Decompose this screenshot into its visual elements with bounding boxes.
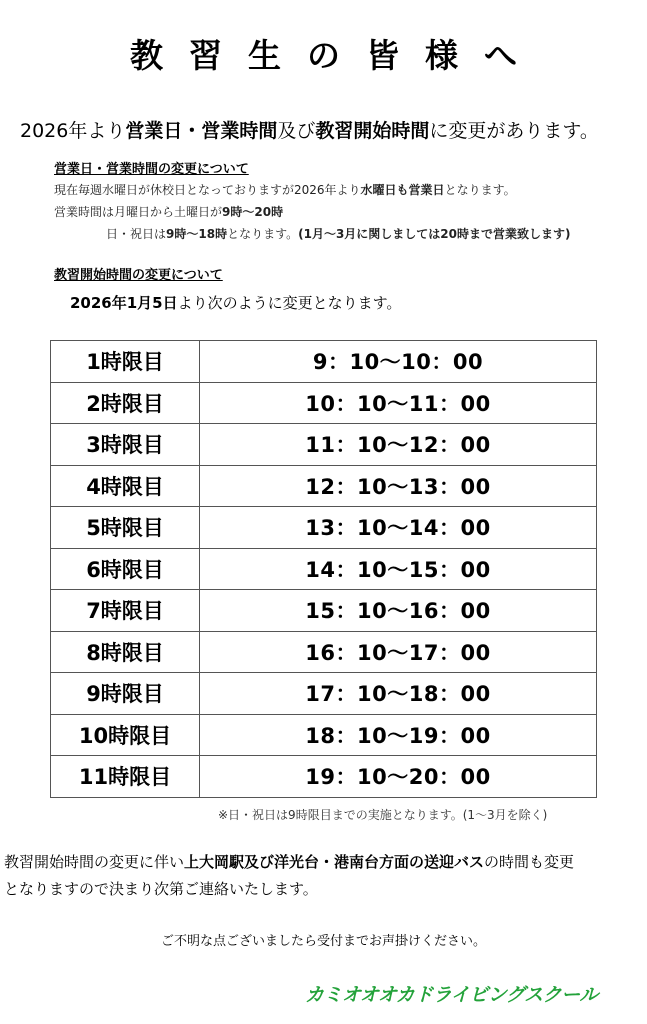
wednesday-suffix: となります。 <box>444 183 516 197</box>
table-row <box>51 507 597 549</box>
period-cell: 4時限目 <box>51 465 200 507</box>
intro-bold-lesson-times: 教習開始時間 <box>315 120 430 142</box>
weekday-hours-text: 営業時間は月曜日から土曜日が <box>54 205 223 219</box>
time-cell: 9：10～10：00 <box>200 341 597 383</box>
weekday-hours-bold: 9時～20時 <box>222 205 284 219</box>
time-cell: 12：10～13：00 <box>200 465 597 507</box>
wednesday-text: 現在毎週水曜日が休校日となっておりますが2026年より <box>54 183 361 197</box>
time-cell: 13：10～14：00 <box>200 507 597 549</box>
effective-date-line <box>70 292 401 313</box>
table-row <box>51 424 597 466</box>
bus-notice-text: 教習開始時間の変更に伴い <box>4 853 185 871</box>
section-heading-business-hours: 営業日・営業時間の変更について <box>54 162 249 177</box>
period-cell: 9時限目 <box>51 673 200 715</box>
section-heading-lesson-times: 教習開始時間の変更について <box>54 268 223 283</box>
period-cell: 7時限目 <box>51 590 200 632</box>
school-logo: カミオオオカドライビングスクール <box>305 984 598 1006</box>
contact-note: ご不明な点ございましたら受付までお声掛けください。 <box>160 934 486 949</box>
time-cell: 18：10～19：00 <box>200 714 597 756</box>
page-title: 教習生の皆様へ <box>130 36 543 75</box>
period-cell: 5時限目 <box>51 507 200 549</box>
table-row <box>51 590 597 632</box>
holiday-hours-note: (1月～3月に関しましては20時まで営業致します) <box>298 227 571 241</box>
bus-notice-line-2: となりますので決まり次第ご連絡いたします。 <box>4 880 318 898</box>
lesson-schedule-table <box>50 340 597 798</box>
period-cell: 11時限目 <box>51 756 200 798</box>
wednesday-notice <box>54 181 516 198</box>
table-row <box>51 756 597 798</box>
effective-date-suffix: より次のように変更となります。 <box>177 294 402 312</box>
time-cell: 11：10～12：00 <box>200 424 597 466</box>
weekday-hours <box>54 203 283 220</box>
table-row <box>51 465 597 507</box>
table-row <box>51 382 597 424</box>
time-cell: 19：10～20：00 <box>200 756 597 798</box>
holiday-hours <box>106 225 571 242</box>
period-cell: 1時限目 <box>51 341 200 383</box>
intro-text <box>20 116 599 143</box>
intro-part-2: 及び <box>277 120 316 142</box>
period-cell: 6時限目 <box>51 548 200 590</box>
time-cell: 17：10～18：00 <box>200 673 597 715</box>
period-cell: 2時限目 <box>51 382 200 424</box>
wednesday-bold: 水曜日も営業日 <box>360 183 445 197</box>
table-row <box>51 631 597 673</box>
bus-notice-bold: 上大岡駅及び洋光台・港南台方面の送迎バス <box>184 853 485 871</box>
period-cell: 10時限目 <box>51 714 200 756</box>
intro-part-1: 2026年より <box>20 120 126 142</box>
bus-notice-suffix: の時間も変更 <box>484 853 575 871</box>
table-row <box>51 548 597 590</box>
intro-part-3: に変更があります。 <box>429 120 599 142</box>
table-row <box>51 714 597 756</box>
period-cell: 3時限目 <box>51 424 200 466</box>
table-row <box>51 673 597 715</box>
time-cell: 14：10～15：00 <box>200 548 597 590</box>
intro-bold-business-days: 営業日・営業時間 <box>125 120 278 142</box>
holiday-hours-text: 日・祝日は <box>106 227 167 241</box>
effective-date: 2026年1月5日 <box>70 294 178 312</box>
time-cell: 15：10～16：00 <box>200 590 597 632</box>
holiday-hours-suffix: となります。 <box>227 227 299 241</box>
holiday-hours-bold: 9時～18時 <box>166 227 228 241</box>
bus-notice-line-1 <box>4 851 574 872</box>
time-cell: 16：10～17：00 <box>200 631 597 673</box>
holiday-note: ※日・祝日は9時限目までの実施となります。(1～3月を除く) <box>218 808 548 822</box>
table-row <box>51 341 597 383</box>
period-cell: 8時限目 <box>51 631 200 673</box>
time-cell: 10：10～11：00 <box>200 382 597 424</box>
